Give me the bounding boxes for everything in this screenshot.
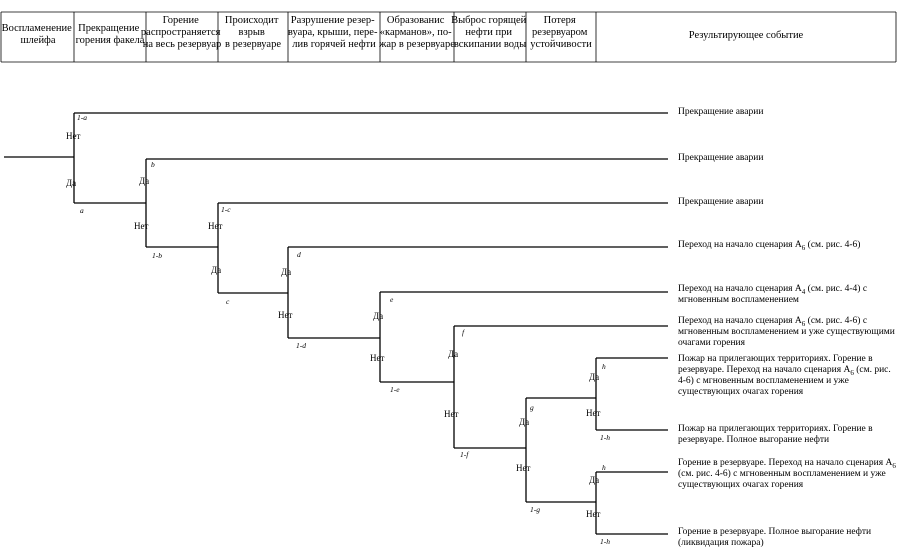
- prob-one-minus-b: 1-b: [152, 251, 162, 260]
- tree-lines: [4, 113, 668, 534]
- outcome-text: Прекращение аварии: [678, 107, 764, 117]
- column-header-stability-loss: Потеря резервуаром устойчивости: [530, 15, 592, 50]
- outcome-text: Пожар на прилегающих территориях. Горение в резервуаре. Переход на начало сценария $А_6$ (см. рис. 4-6) с мгновенным воспламенением и уже существующих очагах горения: [678, 354, 891, 397]
- column-header-flare-stop: Прекращение горения факела: [75, 23, 145, 46]
- prob-c: c: [226, 297, 230, 306]
- branch-yes-label: Да: [66, 178, 77, 188]
- branch-no-label: Нет: [134, 221, 149, 231]
- outcome-text: Переход на начало сценария $А_6$ (см. рис. 4-6): [678, 240, 861, 252]
- branch-no-label: Нет: [444, 409, 459, 419]
- column-header-boilover: Выброс горящей нефти при вскипании воды: [451, 15, 527, 50]
- branch-no-label: Нет: [586, 509, 601, 519]
- column-header-result: Результирующее событие: [688, 30, 804, 41]
- branch-yes-label: Да: [281, 267, 292, 277]
- outcome-text: Пожар на прилегающих территориях. Горение в резервуаре. Полное выгорание нефти: [678, 424, 873, 445]
- branch-no-label: Нет: [208, 221, 223, 231]
- prob-one-minus-e: 1-e: [390, 385, 400, 394]
- header-labels: [2, 15, 804, 50]
- outcome-text: Горение в резервуаре. Переход на начало сценария $А_6$ (см. рис. 4-6) с мгновенным воспламенением и уже существующих очагах горения: [678, 458, 896, 490]
- branch-yes-label: Да: [589, 475, 600, 485]
- branch-yes-label: Да: [139, 176, 150, 186]
- prob-one-minus-h: 1-h: [600, 537, 610, 546]
- branch-yes-label: Да: [519, 417, 530, 427]
- column-header-tank-destruction: Разрушение резер- вуара, крыши, пере- лив горячей нефти: [287, 15, 378, 50]
- prob-one-minus-a: 1-a: [77, 113, 87, 122]
- probability-labels: [77, 113, 610, 546]
- outcome-text: Горение в резервуаре. Полное выгорание нефти (ликвидация пожара): [678, 527, 872, 548]
- branch-no-label: Нет: [516, 463, 531, 473]
- branch-no-label: Нет: [278, 310, 293, 320]
- column-header-plume-ignition: Воспламенение шлейфа: [1, 23, 72, 46]
- branch-yes-label: Да: [589, 372, 600, 382]
- prob-a: a: [80, 206, 84, 215]
- column-header-pockets: Образованис «карманов», по- жар в резервуаре: [379, 15, 455, 50]
- outcome-text: Переход на начало сценария $А_6$ (см. рис. 4-6) с мгновенным воспламенением и уже существующими очагами горения: [678, 316, 895, 348]
- prob-h: h: [602, 463, 606, 472]
- prob-g: g: [530, 403, 534, 412]
- outcome-text: Прекращение аварии: [678, 153, 764, 163]
- column-header-explosion: Происходит взрыв в резервуаре: [224, 15, 281, 50]
- branch-yes-label: Да: [448, 349, 459, 359]
- branch-no-label: Нет: [66, 131, 81, 141]
- prob-one-minus-g: 1-g: [530, 505, 540, 514]
- prob-one-minus-c: 1-c: [221, 205, 231, 214]
- branch-yes-label: Да: [373, 311, 384, 321]
- outcome-text: Переход на начало сценария $А_4$ (см. рис. 4-4) с мгновенным воспламенением: [678, 284, 868, 305]
- column-header-fire-spreads: Горение распространяется на весь резервуар: [140, 15, 222, 50]
- outcome-text: Прекращение аварии: [678, 197, 764, 207]
- prob-h: h: [602, 362, 606, 371]
- prob-f: f: [462, 328, 465, 337]
- prob-one-minus-d: 1-d: [296, 341, 306, 350]
- prob-e: e: [390, 295, 394, 304]
- prob-one-minus-h: 1-h: [600, 433, 610, 442]
- branch-no-label: Нет: [370, 353, 385, 363]
- branch-yes-label: Да: [211, 265, 222, 275]
- branch-no-label: Нет: [586, 408, 601, 418]
- prob-one-minus-f: 1-f: [460, 450, 469, 459]
- prob-d: d: [297, 250, 301, 259]
- prob-b: b: [151, 160, 155, 169]
